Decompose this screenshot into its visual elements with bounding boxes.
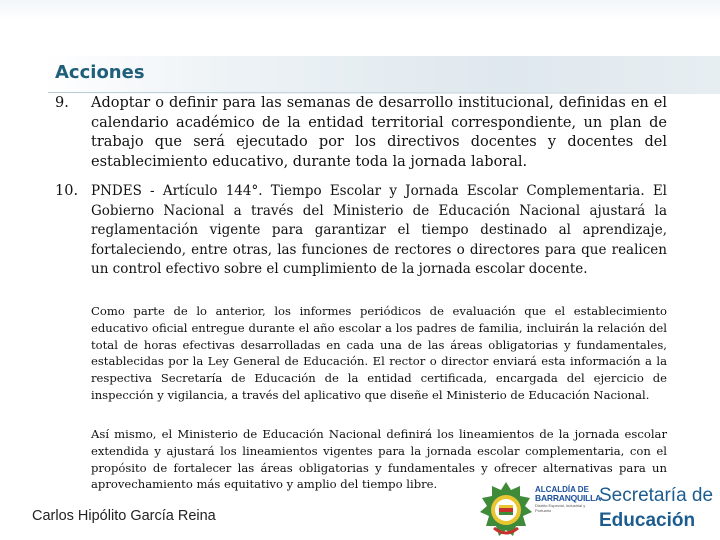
slide-title: Acciones xyxy=(55,62,145,83)
item-text: Adoptar o definir para las semanas de desarrollo institucional, definidas en el calendario académico de la entidad territorial correspondiente, un plan de trabajo que será ejecutado por los directivos docentes y docentes del establecimiento educativo, durante toda la jornada laboral. xyxy=(91,95,667,170)
barranquilla-seal-icon xyxy=(478,480,534,540)
top-band xyxy=(0,0,720,20)
item-number: 9. xyxy=(55,95,69,111)
educacion-label: Educación xyxy=(599,510,696,531)
author-name: Carlos Hipólito García Reina xyxy=(32,508,216,524)
list-item xyxy=(55,182,667,280)
title-rule xyxy=(48,92,688,93)
body-paragraph: Como parte de lo anterior, los informes periódicos de evaluación que el establecimiento educativo oficial entregue durante el año escolar a los padres de familia, incluirán la relación del total de horas efectivas desarrolladas en cada una de las áreas obligatorias y fundamentales, establecidas por la Ley General de Educación. El rector o director enviará esta información a la respectiva Secretaría de Educación de la entidad certificada, encargada del ejercicio de inspección y vigilancia, a través del aplicativo que diseñe el Ministerio de Educación Nacional. xyxy=(91,304,667,402)
item-number: 10. xyxy=(55,183,79,199)
alcaldia-label: ALCALDÍA DE xyxy=(535,485,589,494)
item-text: PNDES - Artículo 144°. Tiempo Escolar y Jornada Escolar Complementaria. El Gobierno Nacional a través del Ministerio de Educación Nacional ajustará la reglamentación vigente para garantizar el tiempo destinado al aprendizaje, fortaleciendo, entre otras, las funciones de rectores o directores para que realicen un control efectivo sobre el cumplimiento de la jornada escolar docente. xyxy=(91,183,667,277)
secretaria-logo xyxy=(478,480,720,540)
body-paragraph: Así mismo, el Ministerio de Educación Nacional definirá los lineamientos de la jornada escolar extendida y ajustará los lineamientos vigentes para la jornada escolar complementaria, con el propósito de fortalecer las áreas obligatorias y fundamentales y ofrecer alternativas para un aprovechamiento más equitativo y amplio del tiempo libre. xyxy=(91,427,667,492)
secretaria-label: Secretaría de xyxy=(599,485,714,506)
distrito-label: Distrito Especial, Industrial y Portuario xyxy=(535,503,586,513)
barranquilla-label: BARRANQUILLA xyxy=(535,493,602,503)
list-item xyxy=(55,94,667,172)
